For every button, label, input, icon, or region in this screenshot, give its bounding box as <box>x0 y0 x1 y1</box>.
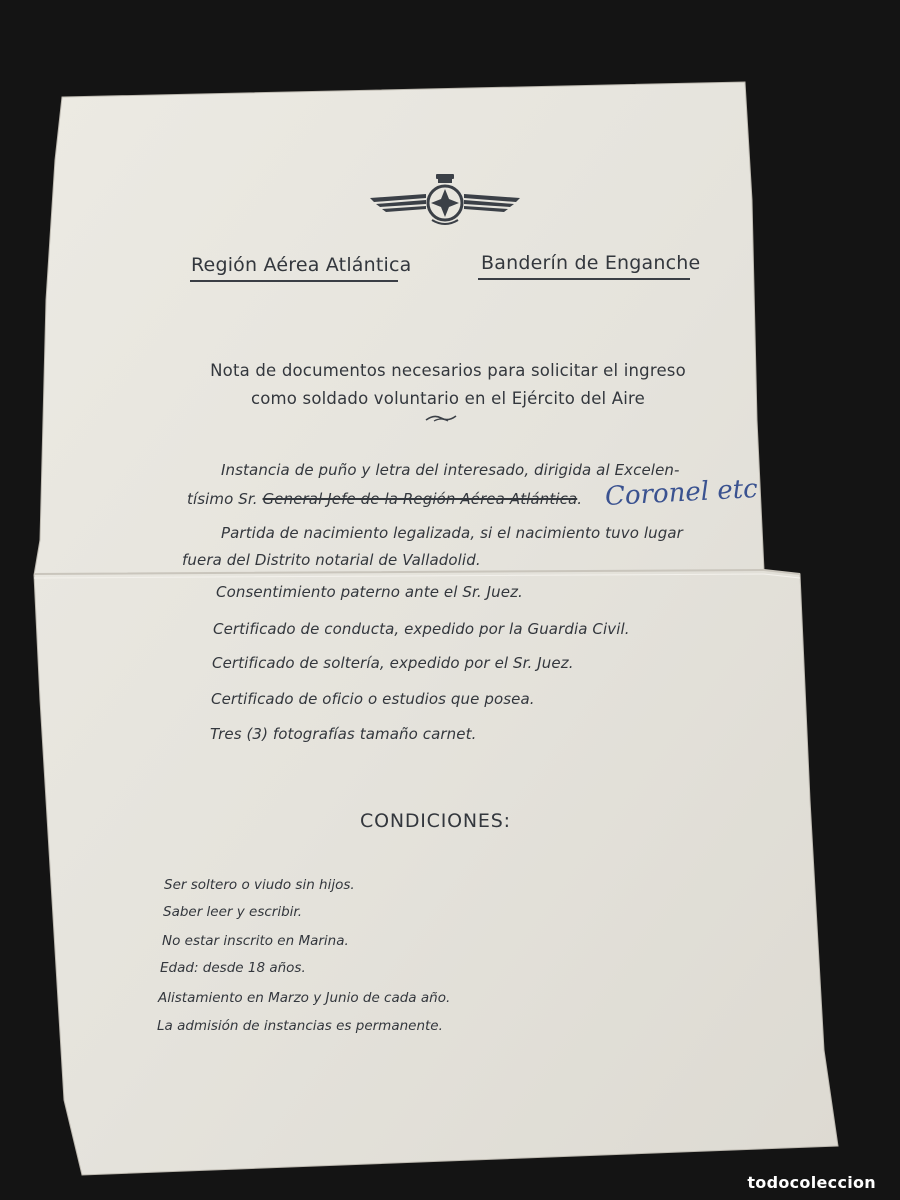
item-1-prefix: tísimo Sr. <box>187 490 263 508</box>
header-right: Banderín de Enganche <box>481 252 701 274</box>
item-1-line-1: Instancia de puño y letra del interesado, dirigida al Excelen- <box>221 461 680 479</box>
header-left-underline <box>190 280 398 282</box>
conditions-title: CONDICIONES: <box>360 810 511 832</box>
condition-4: Edad: desde 18 años. <box>160 960 306 976</box>
ornament-icon <box>424 412 458 424</box>
condition-2: Saber leer y escribir. <box>163 904 303 920</box>
condition-3: No estar inscrito en Marina. <box>162 933 349 949</box>
item-6: Certificado de oficio o estudios que posea. <box>211 690 535 708</box>
item-2-line-2: fuera del Distrito notarial de Valladolid. <box>182 551 481 569</box>
handwritten-note: Coronel etc <box>604 474 759 512</box>
header-right-underline <box>478 278 690 280</box>
condition-5: Alistamiento en Marzo y Junio de cada año. <box>158 990 451 1006</box>
item-3: Consentimiento paterno ante el Sr. Juez. <box>216 583 523 601</box>
item-2-line-1: Partida de nacimiento legalizada, si el nacimiento tuvo lugar <box>221 524 683 542</box>
item-1-line-2 <box>187 490 582 508</box>
watermark-logo: todocoleccion <box>747 1173 876 1192</box>
item-4: Certificado de conducta, expedido por la Guardia Civil. <box>213 620 630 638</box>
condition-6: La admisión de instancias es permanente. <box>157 1018 443 1034</box>
condition-1: Ser soltero o viudo sin hijos. <box>164 877 355 893</box>
item-1-struck-text: General Jefe de la Región Aérea Atlántica <box>262 490 578 508</box>
header-left: Región Aérea Atlántica <box>191 254 412 276</box>
item-1-suffix: . <box>577 490 583 508</box>
intro-line-1: Nota de documentos necesarios para solicitar el ingreso <box>210 361 686 380</box>
air-force-emblem <box>370 172 520 232</box>
item-7: Tres (3) fotografías tamaño carnet. <box>210 725 477 743</box>
item-5: Certificado de soltería, expedido por el Sr. Juez. <box>212 654 574 672</box>
intro-line-2: como soldado voluntario en el Ejército del Aire <box>250 389 646 408</box>
